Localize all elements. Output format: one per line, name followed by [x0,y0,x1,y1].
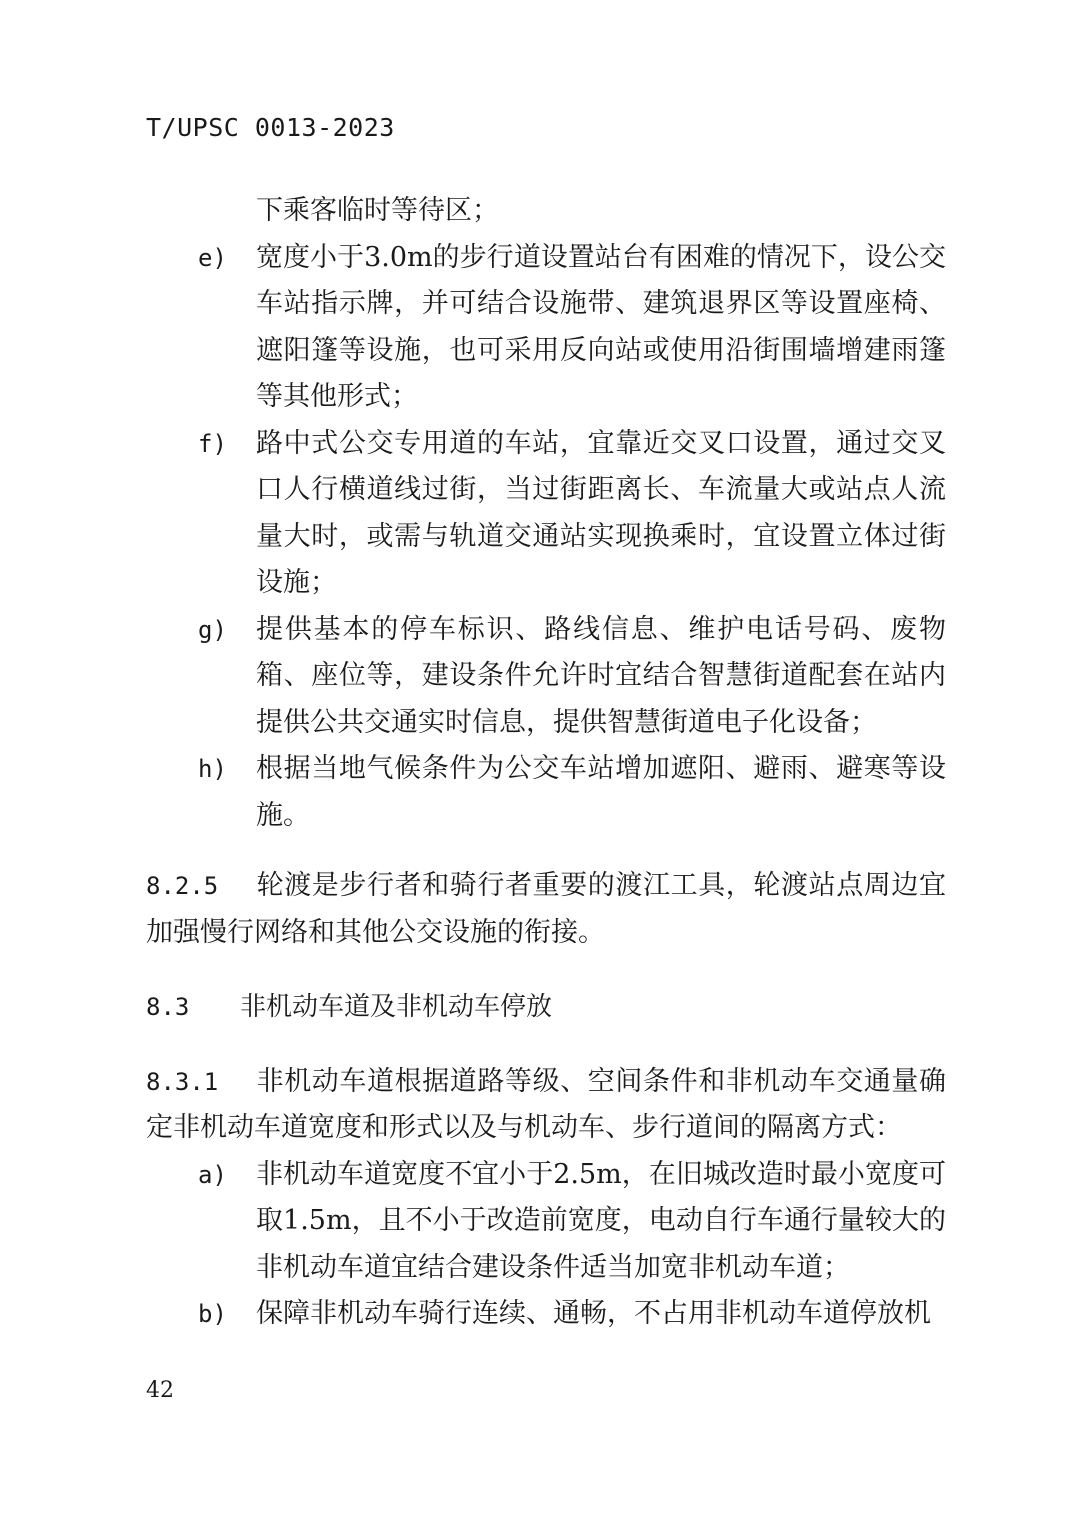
list-marker: g) [198,615,227,644]
clause-8-2-5 [146,863,946,956]
list-item-text: 保障非机动车骑行连续、通畅，不占用非机动车道停放机 [256,1298,931,1329]
list-marker: e) [198,243,227,272]
continuation-text: 下乘客临时等待区； [256,195,499,226]
clause-text: 轮渡是步行者和骑行者重要的渡江工具，轮渡站点周边宜加强慢行网络和其他公交设施的衔接。 [146,870,946,948]
page-content [146,188,946,1338]
list-marker: f) [198,429,227,458]
clause-text: 非机动车道根据道路等级、空间条件和非机动车交通量确定非机动车道宽度和形式以及与机动车、步行道间的隔离方式： [146,1065,946,1143]
clause-number: 8.2.5 [146,872,219,900]
list-item-f [146,421,946,607]
list-item-b [146,1291,946,1338]
list-item-e [146,235,946,421]
document-code-header: T/UPSC 0013-2023 [146,113,395,142]
section-heading-8-3 [146,984,946,1031]
list-item-h [146,746,946,839]
section-title: 非机动车道及非机动车停放 [240,992,553,1022]
list-marker: a) [198,1160,227,1189]
list-item-text: 提供基本的停车标识、路线信息、维护电话号码、废物箱、座位等，建设条件允许时宜结合智慧街道配套在站内提供公共交通实时信息，提供智慧街道电子化设备； [256,613,946,738]
list-item-text: 根据当地气候条件为公交车站增加遮阳、避雨、避寒等设施。 [256,753,946,831]
clause-8-3-1 [146,1059,946,1152]
clause-number: 8.3.1 [146,1067,219,1096]
list-marker: h) [198,755,227,783]
page-number: 42 [146,1378,174,1403]
list-item-text: 路中式公交专用道的车站，宜靠近交叉口设置，通过交叉口人行横道线过街，当过街距离长、车流量大或站点人流量大时，或需与轨道交通站实现换乘时，宜设置立体过街设施； [256,427,946,598]
section-number: 8.3 [146,993,190,1021]
list-item-text: 宽度小于3.0m的步行道设置站台有困难的情况下，设公交车站指示牌，并可结合设施带、建筑退界区等设置座椅、遮阳篷等设施，也可采用反向站或使用沿街围墙增建雨篷等其他形式； [256,241,946,412]
list-marker: b) [198,1300,227,1328]
list-item-text: 非机动车道宽度不宜小于2.5m，在旧城改造时最小宽度可取1.5m，且不小于改造前宽度，电动自行车通行量较大的非机动车道宜结合建设条件适当加宽非机动车道； [256,1158,946,1283]
list-item-g [146,607,946,747]
list-item-a [146,1152,946,1292]
